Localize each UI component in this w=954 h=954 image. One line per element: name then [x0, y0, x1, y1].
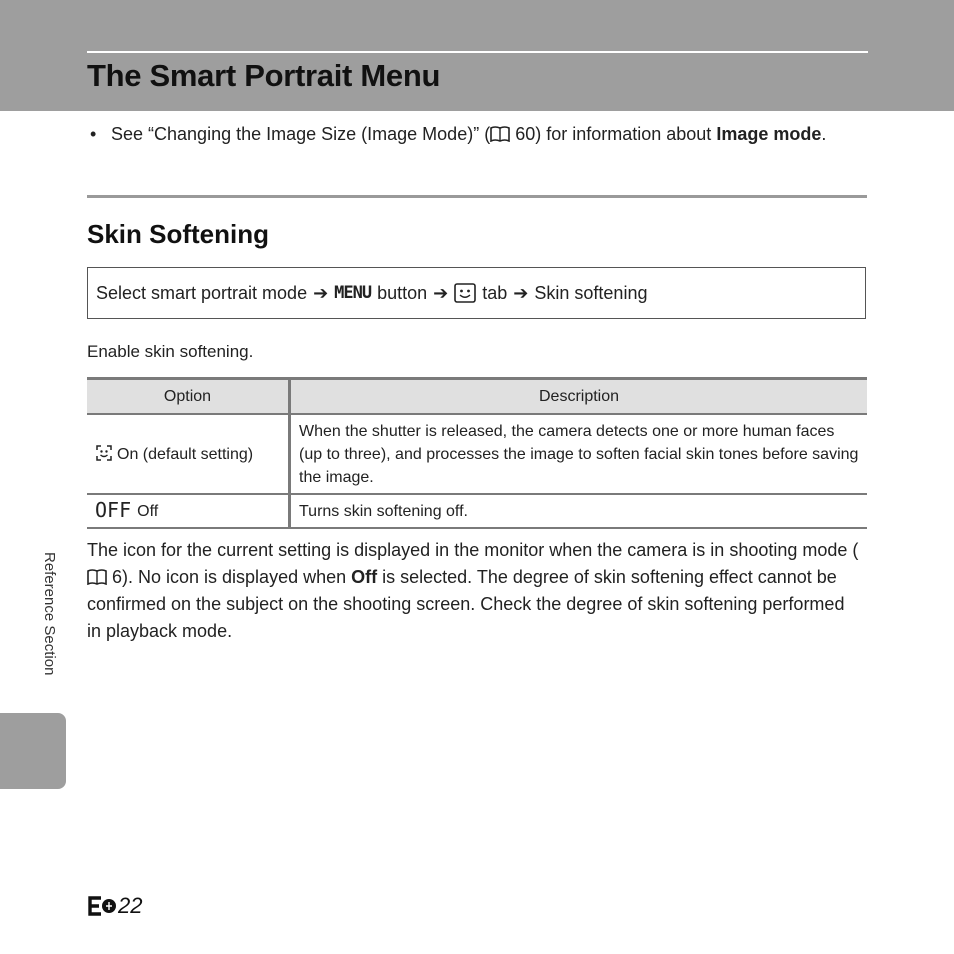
paragraph-part-1: The icon for the current setting is displayed in the monitor when the camera is in shooting mode ( [87, 540, 859, 560]
description-cell: When the shutter is released, the camera detects one or more human faces (up to three), and processes the image to soften facial skin tones before saving the image. [290, 414, 868, 494]
section-title: Skin Softening [87, 219, 269, 249]
book-reference-icon [490, 126, 510, 142]
description-cell: Turns skin softening off. [290, 494, 868, 528]
note-text-ref: 60) for information about [510, 124, 717, 144]
paragraph-part-2: 6). No icon is displayed when [107, 567, 352, 587]
off-icon: OFF [95, 498, 132, 522]
intro-text: Enable skin softening. [87, 342, 254, 361]
section-rule [87, 195, 867, 198]
page-title: The Smart Portrait Menu [87, 58, 441, 93]
note-text-bold: Image mode [716, 124, 822, 144]
path-step-1: Select smart portrait mode [96, 282, 308, 303]
side-section-label: Reference Section [41, 552, 58, 676]
paragraph-bold: Off [351, 567, 378, 587]
option-cell [87, 494, 290, 528]
header-band [0, 0, 954, 111]
book-reference-icon [87, 569, 107, 585]
header-description: Description [290, 379, 868, 415]
header-option: Option [87, 379, 290, 415]
path-step-2: button [377, 282, 428, 303]
arrow-right-icon: ➔ [513, 282, 529, 303]
skin-softening-face-icon [95, 444, 113, 462]
option-label: Off [137, 503, 159, 520]
bullet: • [90, 124, 97, 144]
arrow-right-icon: ➔ [433, 282, 449, 303]
note-text-post: . [821, 124, 827, 144]
table-row [87, 494, 867, 528]
table-header-row [87, 379, 867, 415]
menu-button-icon: MENU [334, 283, 372, 303]
menu-path-box [87, 267, 866, 319]
header-rule [87, 51, 868, 53]
note-text-pre: See “Changing the Image Size (Image Mode)” ( [111, 124, 491, 144]
option-label: On (default setting) [117, 445, 254, 463]
image-size-note [90, 124, 890, 145]
side-section-tab [0, 713, 66, 789]
paragraph-part-3: is selected. The degree of skin softening effect cannot be confirmed on the subject on the shooting screen. Check the degree of skin softening performed in playback mode. [87, 567, 845, 641]
options-table [87, 377, 867, 529]
option-cell [87, 414, 290, 494]
body-paragraph [87, 537, 862, 645]
path-step-3: tab [482, 282, 508, 303]
page-number-text: 22 [118, 893, 143, 918]
path-step-4: Skin softening [534, 282, 648, 303]
table-row [87, 414, 867, 494]
arrow-right-icon: ➔ [313, 282, 329, 303]
reference-section-icon [87, 895, 117, 917]
smart-portrait-tab-icon [454, 283, 476, 303]
page-number [87, 893, 142, 919]
